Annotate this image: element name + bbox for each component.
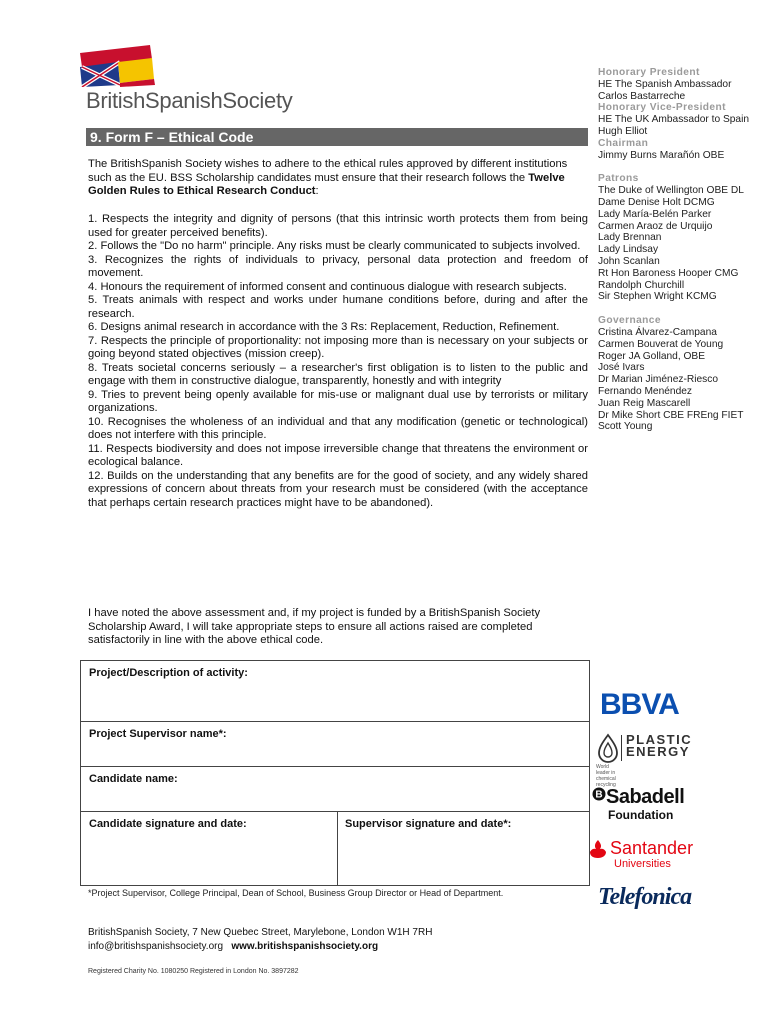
- honorary-vice-president-heading: Honorary Vice-President: [598, 102, 726, 114]
- supervisor-name-field[interactable]: [81, 722, 589, 767]
- supervisor-name-label: Project Supervisor name*:: [89, 728, 227, 740]
- supervisor-signature-label: Supervisor signature and date*:: [345, 818, 512, 830]
- intro-bold-rules: Twelve Golden Rules to Ethical Research Conduct: [88, 171, 565, 197]
- rule-item: 9. Tries to prevent being openly available for mis-use or malignant dual use by terrorists or military organizations.: [88, 388, 588, 414]
- postal-address: BritishSpanish Society, 7 New Quebec Street, Marylebone, London W1H 7RH: [88, 927, 433, 938]
- sidebar-line: Carlos Bastarreche: [598, 90, 686, 102]
- intro-end: :: [315, 185, 319, 197]
- governance-name: Scott Young: [598, 421, 653, 433]
- sidebar-line: Hugh Elliot: [598, 125, 648, 137]
- rule-item: 12. Builds on the understanding that any benefits are for the good of society, and any widely shared expressions of concern about threats from your research must be considered (with the acceptance that perhaps certain research practices might have to be abandoned).: [88, 469, 588, 509]
- droplet-icon: [596, 733, 620, 763]
- governance-name: Carmen Bouverat de Young: [598, 338, 724, 350]
- intro-paragraph: [88, 158, 588, 199]
- sidebar-line: HE The UK Ambassador to Spain: [598, 114, 750, 126]
- rule-item: 10. Recognises the wholeness of an individual and that any modification (genetic or technological) does not interfere with this principle.: [88, 415, 588, 441]
- website-link[interactable]: www.britishspanishsociety.org: [231, 941, 379, 952]
- plastic-energy-line1: PLASTIC: [626, 732, 693, 747]
- project-description-field[interactable]: [81, 661, 589, 722]
- governance-name: Roger JA Golland, OBE: [598, 350, 706, 362]
- rule-item: 5. Treats animals with respect and works under humane conditions before, during and after the research.: [88, 294, 588, 320]
- governance-heading: Governance: [598, 315, 661, 327]
- sabadell-name: Sabadell: [606, 786, 685, 808]
- rule-item: 6. Designs animal research in accordance with the 3 Rs: Replacement, Reduction, Refinement.: [88, 321, 560, 333]
- closing-statement: I have noted the above assessment and, if my project is funded by a BritishSpanish Society Scholarship Award, I will take appropriate steps to ensure all actions raised are completed satisfactorily in line with the above ethical code.: [88, 607, 541, 646]
- chairman-heading: Chairman: [598, 137, 649, 149]
- project-description-label: Project/Description of activity:: [89, 667, 248, 679]
- form-footnote: *Project Supervisor, College Principal, Dean of School, Business Group Director or Head of Department.: [88, 888, 504, 898]
- patron-name: Lady Brennan: [598, 232, 662, 244]
- plastic-energy-tagline: World leader in chemical recycling: [596, 764, 616, 788]
- sidebar-line: Jimmy Burns Marañón OBE: [598, 149, 725, 161]
- patron-name: The Duke of Wellington OBE DL: [598, 185, 744, 197]
- sabadell-sub: Foundation: [608, 808, 674, 822]
- sabadell-b-icon: [592, 787, 606, 801]
- honorary-president-heading: Honorary President: [598, 67, 700, 78]
- patron-name: Randolph Churchill: [598, 279, 685, 291]
- patron-name: Lady Lindsay: [598, 244, 659, 256]
- rule-item: 7. Respects the principle of proportionality: not imposing more than is necessary on your subjects or going beyond stated objectives (mission creep).: [88, 334, 588, 360]
- rule-item: 1. Respects the integrity and dignity of persons (that this intrinsic worth protects them from being used for greater perceived benefits).: [88, 213, 588, 239]
- charity-registration: Registered Charity No. 1080250 Registered in London No. 3897282: [88, 968, 299, 975]
- telefonica-logo: Telefonica: [598, 884, 692, 910]
- governance-name: Fernando Menéndez: [598, 385, 693, 397]
- rule-item: 2. Follows the "Do no harm" principle. Any risks must be clearly communicated to subjects involved.: [88, 240, 581, 252]
- sidebar-officers: [598, 67, 770, 433]
- rule-item: 8. Treats societal concerns seriously – a researcher's first obligation is to listen to the public and engage with them in constructive dialogue, transparently, honestly and with integrity: [88, 361, 588, 387]
- contact-address: [88, 926, 432, 954]
- patron-name: Dame Denise Holt DCMG: [598, 196, 715, 208]
- santander-sub: Universities: [614, 858, 671, 870]
- bss-flag-logo: [80, 45, 155, 87]
- patron-name: John Scanlan: [598, 255, 660, 267]
- governance-name: Dr Mike Short CBE FREng FIET: [598, 409, 744, 421]
- signature-row: [81, 812, 589, 885]
- svg-text:B: B: [595, 789, 603, 801]
- governance-name: Dr Marian Jiménez-Riesco: [598, 374, 719, 386]
- bss-wordmark: BritishSpanishSociety: [86, 88, 293, 113]
- rule-item: 4. Honours the requirement of informed consent and continuous dialogue with research subjects.: [88, 280, 567, 293]
- governance-name: José Ivars: [598, 362, 645, 374]
- santander-name: Santander: [610, 838, 694, 858]
- rules-list: [88, 213, 588, 510]
- candidate-signature-label: Candidate signature and date:: [89, 818, 247, 830]
- email-link[interactable]: info@britishspanishsociety.org: [88, 941, 224, 952]
- candidate-signature-field[interactable]: [81, 812, 337, 885]
- rule-item: 11. Respects biodiversity and does not impose irreversible change that threatens the environment or ecological balance.: [88, 442, 588, 468]
- governance-name: Cristina Álvarez-Campana: [598, 326, 717, 338]
- bbva-logo: BBVA: [600, 688, 679, 721]
- rule-item: 3. Recognizes the rights of individuals to privacy, personal data protection and freedom of movement.: [88, 253, 588, 279]
- patrons-heading: Patrons: [598, 173, 639, 185]
- supervisor-signature-field[interactable]: [338, 812, 589, 885]
- ethics-form: [80, 660, 590, 886]
- intro-text: The BritishSpanish Society wishes to adhere to the ethical rules approved by different institutions such as the EU. BSS Scholarship candidates must ensure that their research follows the: [88, 158, 568, 184]
- sidebar-line: HE The Spanish Ambassador: [598, 78, 732, 90]
- governance-name: Juan Reig Mascarell: [598, 397, 691, 409]
- patron-name: Sir Stephen Wright KCMG: [598, 291, 717, 303]
- patron-name: Lady María-Belén Parker: [598, 208, 712, 220]
- patron-name: Rt Hon Baroness Hooper CMG: [598, 267, 739, 279]
- section-title: 9. Form F – Ethical Code: [86, 128, 588, 146]
- santander-flame-icon: [588, 839, 608, 859]
- patron-name: Carmen Araoz de Urquijo: [598, 220, 713, 232]
- candidate-name-field[interactable]: [81, 767, 589, 812]
- plastic-energy-line2: ENERGY: [626, 744, 690, 759]
- candidate-name-label: Candidate name:: [89, 773, 178, 785]
